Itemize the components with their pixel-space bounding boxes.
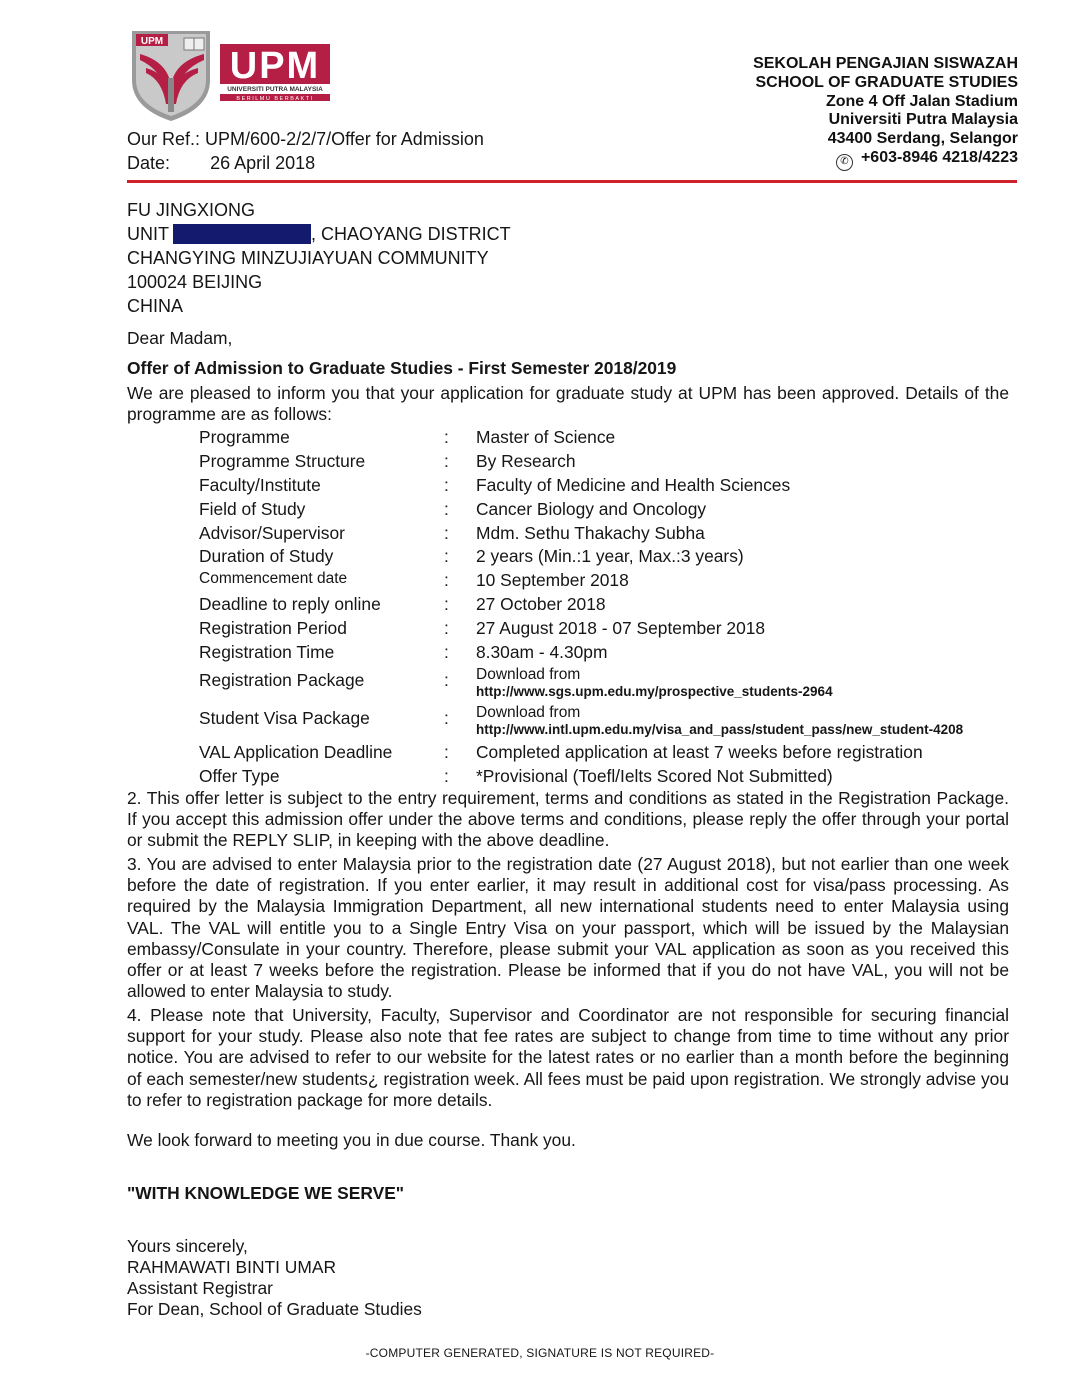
detail-label: Commencement date <box>199 570 348 588</box>
header-divider <box>127 180 1017 183</box>
svg-text:UPM: UPM <box>229 45 321 87</box>
detail-colon: : <box>444 522 449 543</box>
paragraph-2: 2. This offer letter is subject to the entry requirement, terms and conditions as stated in the Registration Package. If you accept this admission offer under the above terms and conditions, please reply the offer through your portal or submit the REPLY SLIP, in keeping with the above deadline. <box>127 788 1009 851</box>
detail-colon: : <box>444 427 449 447</box>
svg-text:UPM: UPM <box>140 36 164 47</box>
detail-colon: : <box>444 642 449 663</box>
recipient-line-5: CHINA <box>127 296 184 316</box>
detail-label: Duration of Study <box>199 546 334 567</box>
date-value: 26 April 2018 <box>210 153 316 173</box>
closing-line: We look forward to meeting you in due course. Thank you. <box>127 1130 576 1150</box>
detail-label: Programme <box>199 427 290 447</box>
detail-label: Offer Type <box>199 765 280 786</box>
school-name-english: SCHOOL OF GRADUATE STUDIES <box>755 73 1018 91</box>
recipient-name: FU JINGXIONG <box>127 200 256 220</box>
reference-line <box>127 129 484 150</box>
detail-value: By Research <box>476 450 576 471</box>
signatory-title: Assistant Registrar <box>127 1278 273 1298</box>
detail-value: Faculty of Medicine and Health Sciences <box>476 474 791 495</box>
subject-line: Offer of Admission to Graduate Studies - First Semester 2018/2019 <box>127 358 677 378</box>
detail-colon: : <box>444 741 449 762</box>
detail-label: Deadline to reply online <box>199 594 381 615</box>
detail-value: 2 years (Min.:1 year, Max.:3 years) <box>476 546 744 567</box>
district: , CHAOYANG DISTRICT <box>311 224 511 244</box>
date-label: Date: <box>127 153 171 173</box>
detail-value: Cancer Biology and Oncology <box>476 498 707 519</box>
detail-colon: : <box>444 594 449 615</box>
visa-package-link[interactable]: http://www.intl.upm.edu.my/visa_and_pass/student_pass/new_student-4208 <box>476 721 964 737</box>
ref-value: UPM/600-2/2/7/Offer for Admission <box>205 129 484 149</box>
signature-block <box>127 1236 422 1320</box>
signatory-on-behalf: For Dean, School of Graduate Studies <box>127 1299 422 1319</box>
unit-label: UNIT <box>127 224 169 244</box>
recipient-line-4: 100024 BEIJING <box>127 272 263 292</box>
recipient-address <box>127 198 511 318</box>
download-from-text: Download from <box>476 703 581 721</box>
detail-colon: : <box>444 450 449 471</box>
paragraph-4: 4. Please note that University, Faculty, Supervisor and Coordinator are not responsible for securing financial support for your study. Please also note that fee rates are subject to change from time to time without any prior notice. You are advised to refer to our website for the latest rates or no earlier than a month before the beginning of each semester/new students¿ registration week. All fees must be paid upon registration. We strongly advise you to refer to registration package for more details. <box>127 1005 1009 1110</box>
school-address-block <box>753 55 1018 171</box>
detail-colon: : <box>444 474 449 495</box>
phone-number: +603-8946 4218/4223 <box>860 148 1018 166</box>
registration-package-link[interactable]: http://www.sgs.upm.edu.my/prospective_students-2964 <box>476 683 833 699</box>
detail-value: 27 August 2018 - 07 September 2018 <box>476 618 766 639</box>
valediction: Yours sincerely, <box>127 1236 248 1256</box>
ref-label: Our Ref.: <box>127 129 201 149</box>
detail-label: Faculty/Institute <box>199 474 321 495</box>
detail-value: Master of Science <box>476 427 616 447</box>
recipient-line-2 <box>127 222 511 246</box>
address-line-2: Universiti Putra Malaysia <box>828 111 1018 129</box>
redaction-bar <box>173 224 311 244</box>
detail-label: Registration Package <box>199 669 365 690</box>
detail-value: Mdm. Sethu Thakachy Subha <box>476 522 705 543</box>
detail-value: *Provisional (Toefl/Ielts Scored Not Submitted) <box>476 765 833 786</box>
detail-label: Advisor/Supervisor <box>199 522 345 543</box>
salutation: Dear Madam, <box>127 328 233 348</box>
detail-label: Registration Time <box>199 642 335 663</box>
svg-text:BERILMU BERBAKTI: BERILMU BERBAKTI <box>236 96 314 102</box>
detail-label: Student Visa Package <box>199 707 370 728</box>
phone-line <box>753 149 1018 171</box>
detail-colon: : <box>444 707 449 728</box>
detail-label: VAL Application Deadline <box>199 741 393 762</box>
school-name-malay: SEKOLAH PENGAJIAN SISWAZAH <box>753 55 1018 72</box>
address-line-1: Zone 4 Off Jalan Stadium <box>825 92 1018 110</box>
detail-colon: : <box>444 546 449 567</box>
detail-colon: : <box>444 669 449 690</box>
intro-paragraph: We are pleased to inform you that your application for graduate study at UPM has been approved. Details of the programme are as follows: <box>127 383 1009 425</box>
download-from-text: Download from <box>476 665 581 683</box>
computer-generated-footer: -COMPUTER GENERATED, SIGNATURE IS NOT REQUIRED- <box>365 1346 715 1360</box>
detail-value: 8.30am - 4.30pm <box>476 642 608 663</box>
detail-value <box>476 666 833 700</box>
paragraph-3: 3. You are advised to enter Malaysia prior to the registration date (27 August 2018), but not earlier than one week before the date of registration. If you enter earlier, it may result in additional cost for visa/pass processing. As required by the Malaysia Immigration Department, all new international students need to enter Malaysia using VAL. The VAL will entitle you to a Single Entry Visa on your passport, which will be issued by the Malaysian embassy/Consulate in your country. Therefore, please submit your VAL application as soon as you received this offer or at least 7 weeks before the registration. Please be informed that if you do not have VAL, you will not be allowed to enter Malaysia to study. <box>127 854 1009 1002</box>
recipient-line-3: CHANGYING MINZUJIAYUAN COMMUNITY <box>127 248 489 268</box>
detail-colon: : <box>444 570 449 591</box>
detail-colon: : <box>444 498 449 519</box>
date-line <box>127 153 315 174</box>
detail-colon: : <box>444 618 449 639</box>
phone-icon: ✆ <box>836 154 853 171</box>
detail-label: Registration Period <box>199 618 347 639</box>
university-motto: "WITH KNOWLEDGE WE SERVE" <box>127 1183 405 1203</box>
upm-logo <box>128 28 334 124</box>
detail-value <box>476 704 963 738</box>
address-line-3: 43400 Serdang, Selangor <box>827 130 1018 148</box>
detail-value: 27 October 2018 <box>476 594 606 615</box>
detail-value: 10 September 2018 <box>476 570 629 591</box>
upm-crest-icon <box>128 28 334 124</box>
detail-colon: : <box>444 765 449 786</box>
detail-label: Programme Structure <box>199 450 366 471</box>
detail-label: Field of Study <box>199 498 306 519</box>
detail-value: Completed application at least 7 weeks before registration <box>476 741 923 762</box>
signatory-name: RAHMAWATI BINTI UMAR <box>127 1257 337 1277</box>
svg-text:UNIVERSITI PUTRA MALAYSIA: UNIVERSITI PUTRA MALAYSIA <box>227 86 323 93</box>
